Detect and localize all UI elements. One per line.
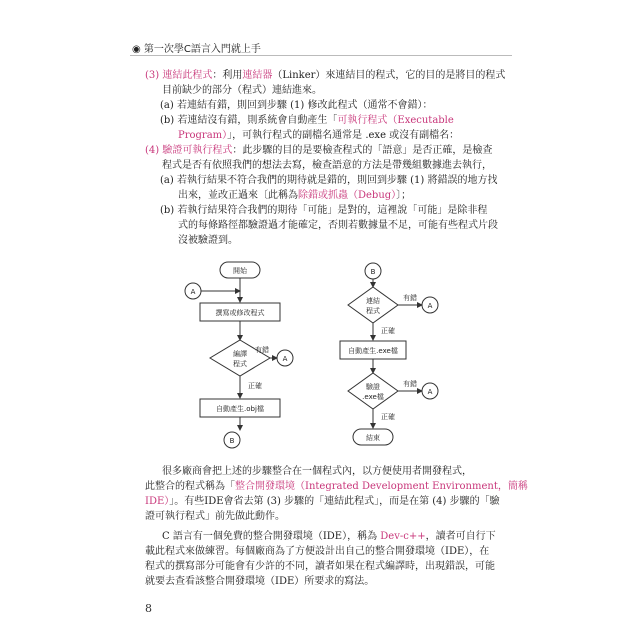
connector-label: A bbox=[427, 388, 433, 396]
text: （Linker）來連結目的程式，它的目的是將目的程式 bbox=[272, 70, 506, 81]
text: ：利用 bbox=[212, 70, 243, 81]
item-text: 若執行結果不符合我們的期待就是錯的，則回到步驟 (1) 將錯誤的地方找 bbox=[176, 175, 498, 186]
item-marker: (b) bbox=[160, 115, 175, 126]
connector-label: A bbox=[427, 302, 433, 310]
produce-label: 自動產生.obj檔 bbox=[216, 405, 264, 413]
highlight-term: 可執行程式（Executable bbox=[337, 115, 454, 126]
decision-label-1: 驗證 bbox=[366, 383, 380, 391]
highlight-term: IDE） bbox=[145, 496, 170, 507]
para2-line2: 載此程式來做練習。每個廠商為了方便設計出自己的整合開發環境（IDE），在 bbox=[145, 546, 490, 557]
step4-item-b-cont2: 沒被驗證到。 bbox=[178, 235, 238, 246]
item-text: 」，可執行程式的副檔名通常是 .exe 或沒有副檔名： bbox=[227, 130, 460, 141]
page-number: 8 bbox=[145, 602, 152, 615]
decision-label-2: 程式 bbox=[233, 360, 247, 368]
edit-label: 撰寫或修改程式 bbox=[215, 309, 265, 317]
connector-label: A bbox=[190, 288, 196, 296]
step4-item-b-cont1: 式的每條路徑都驗證過才能確定，否則若數據量不足，可能有些程式片段 bbox=[178, 220, 498, 231]
item-marker: (a) bbox=[160, 175, 174, 186]
highlight-term: （Integrated Development Environment， bbox=[295, 481, 508, 492]
header-title: 第一次學C語言入門就上手 bbox=[143, 44, 261, 55]
para1-line4: 證可執行程式」前先做此動作。 bbox=[145, 511, 285, 522]
highlight-term: 除錯或抓蟲（Debug） bbox=[298, 190, 397, 201]
ok-label: 正確 bbox=[381, 413, 395, 421]
text: ：此步驟的目的是要檢查程式的「語意」是否正確，是檢查 bbox=[232, 145, 493, 156]
highlight-term: 整合開發環境 bbox=[235, 481, 295, 492]
para2-line4: 就要去查看該整合開發環境（IDE）所要求的寫法。 bbox=[145, 576, 375, 587]
item-marker: (b) bbox=[160, 205, 175, 216]
end-label: 結束 bbox=[366, 434, 380, 442]
decision-label-2: .exe檔 bbox=[362, 393, 384, 401]
item-text: 若執行結果符合我們的期待「可能」是對的，這裡說「可能」是除非程 bbox=[177, 205, 488, 216]
connector-label: A bbox=[282, 355, 288, 363]
produce-label: 自動產生.exe檔 bbox=[348, 347, 398, 355]
item-text: 若連結有錯，則回到步驟 (1) 修改此程式（通常不會錯）： bbox=[176, 100, 433, 111]
step-number: (3) bbox=[145, 70, 160, 81]
text: ，讀者可自行下 bbox=[425, 531, 496, 542]
start-label: 開始 bbox=[233, 267, 247, 275]
text: 此整合的程式稱為「 bbox=[145, 481, 235, 492]
step-title: 驗證可執行程式 bbox=[162, 145, 233, 156]
step4-line2: 程式是否有依照我們的想法去寫，檢查語意的方法是帶幾組數據進去執行， bbox=[162, 160, 492, 171]
para1-line1: 很多廠商會把上述的步驟整合在一個程式內，以方便使用者開發程式， bbox=[162, 466, 472, 477]
decision-label-2: 程式 bbox=[366, 307, 380, 315]
connector-label: B bbox=[370, 268, 376, 276]
book-icon: ◉ bbox=[132, 44, 141, 55]
ok-label: 正確 bbox=[381, 327, 395, 335]
highlight-term: Program） bbox=[178, 130, 228, 141]
para2-line1 bbox=[162, 531, 496, 543]
step-number: (4) bbox=[145, 145, 160, 156]
highlight-term: Dev-c++ bbox=[380, 531, 426, 542]
error-label: 有錯 bbox=[255, 346, 269, 354]
para2-line3: 程式的撰寫部分可能會有少許的不同，讀者如果在程式編譯時，出現錯誤，可能 bbox=[145, 561, 495, 572]
step-title: 連結此程式 bbox=[162, 70, 213, 81]
verify-decision bbox=[348, 373, 398, 409]
connector-label: B bbox=[229, 437, 235, 445]
error-label: 有錯 bbox=[403, 294, 417, 302]
highlight-term: 連結器 bbox=[242, 70, 273, 81]
item-text: 〕； bbox=[396, 190, 412, 201]
step3-line2: 目前缺少的部分（程式）連結進來。 bbox=[162, 85, 322, 96]
item-marker: (a) bbox=[160, 100, 174, 111]
text: 」。有些IDE會省去第 (3) 步驟的「連結此程式」，而是在第 (4) 步驟的「驗 bbox=[169, 496, 500, 507]
error-label: 有錯 bbox=[403, 380, 417, 388]
decision-label-1: 編譯 bbox=[233, 350, 247, 358]
highlight-term: 簡稱 bbox=[507, 481, 528, 492]
para1-line3 bbox=[145, 496, 500, 508]
decision-label-1: 連結 bbox=[366, 297, 380, 305]
item-text: 出來，並改正過來〔此稱為 bbox=[178, 190, 298, 201]
link-decision bbox=[348, 287, 398, 323]
para1-line2 bbox=[145, 481, 528, 493]
item-text: 若連結沒有錯，則系統會自動產生「 bbox=[177, 115, 338, 126]
ok-label: 正確 bbox=[248, 382, 262, 390]
text: C 語言有一個免費的整合開發環境（IDE），稱為 bbox=[162, 531, 381, 542]
